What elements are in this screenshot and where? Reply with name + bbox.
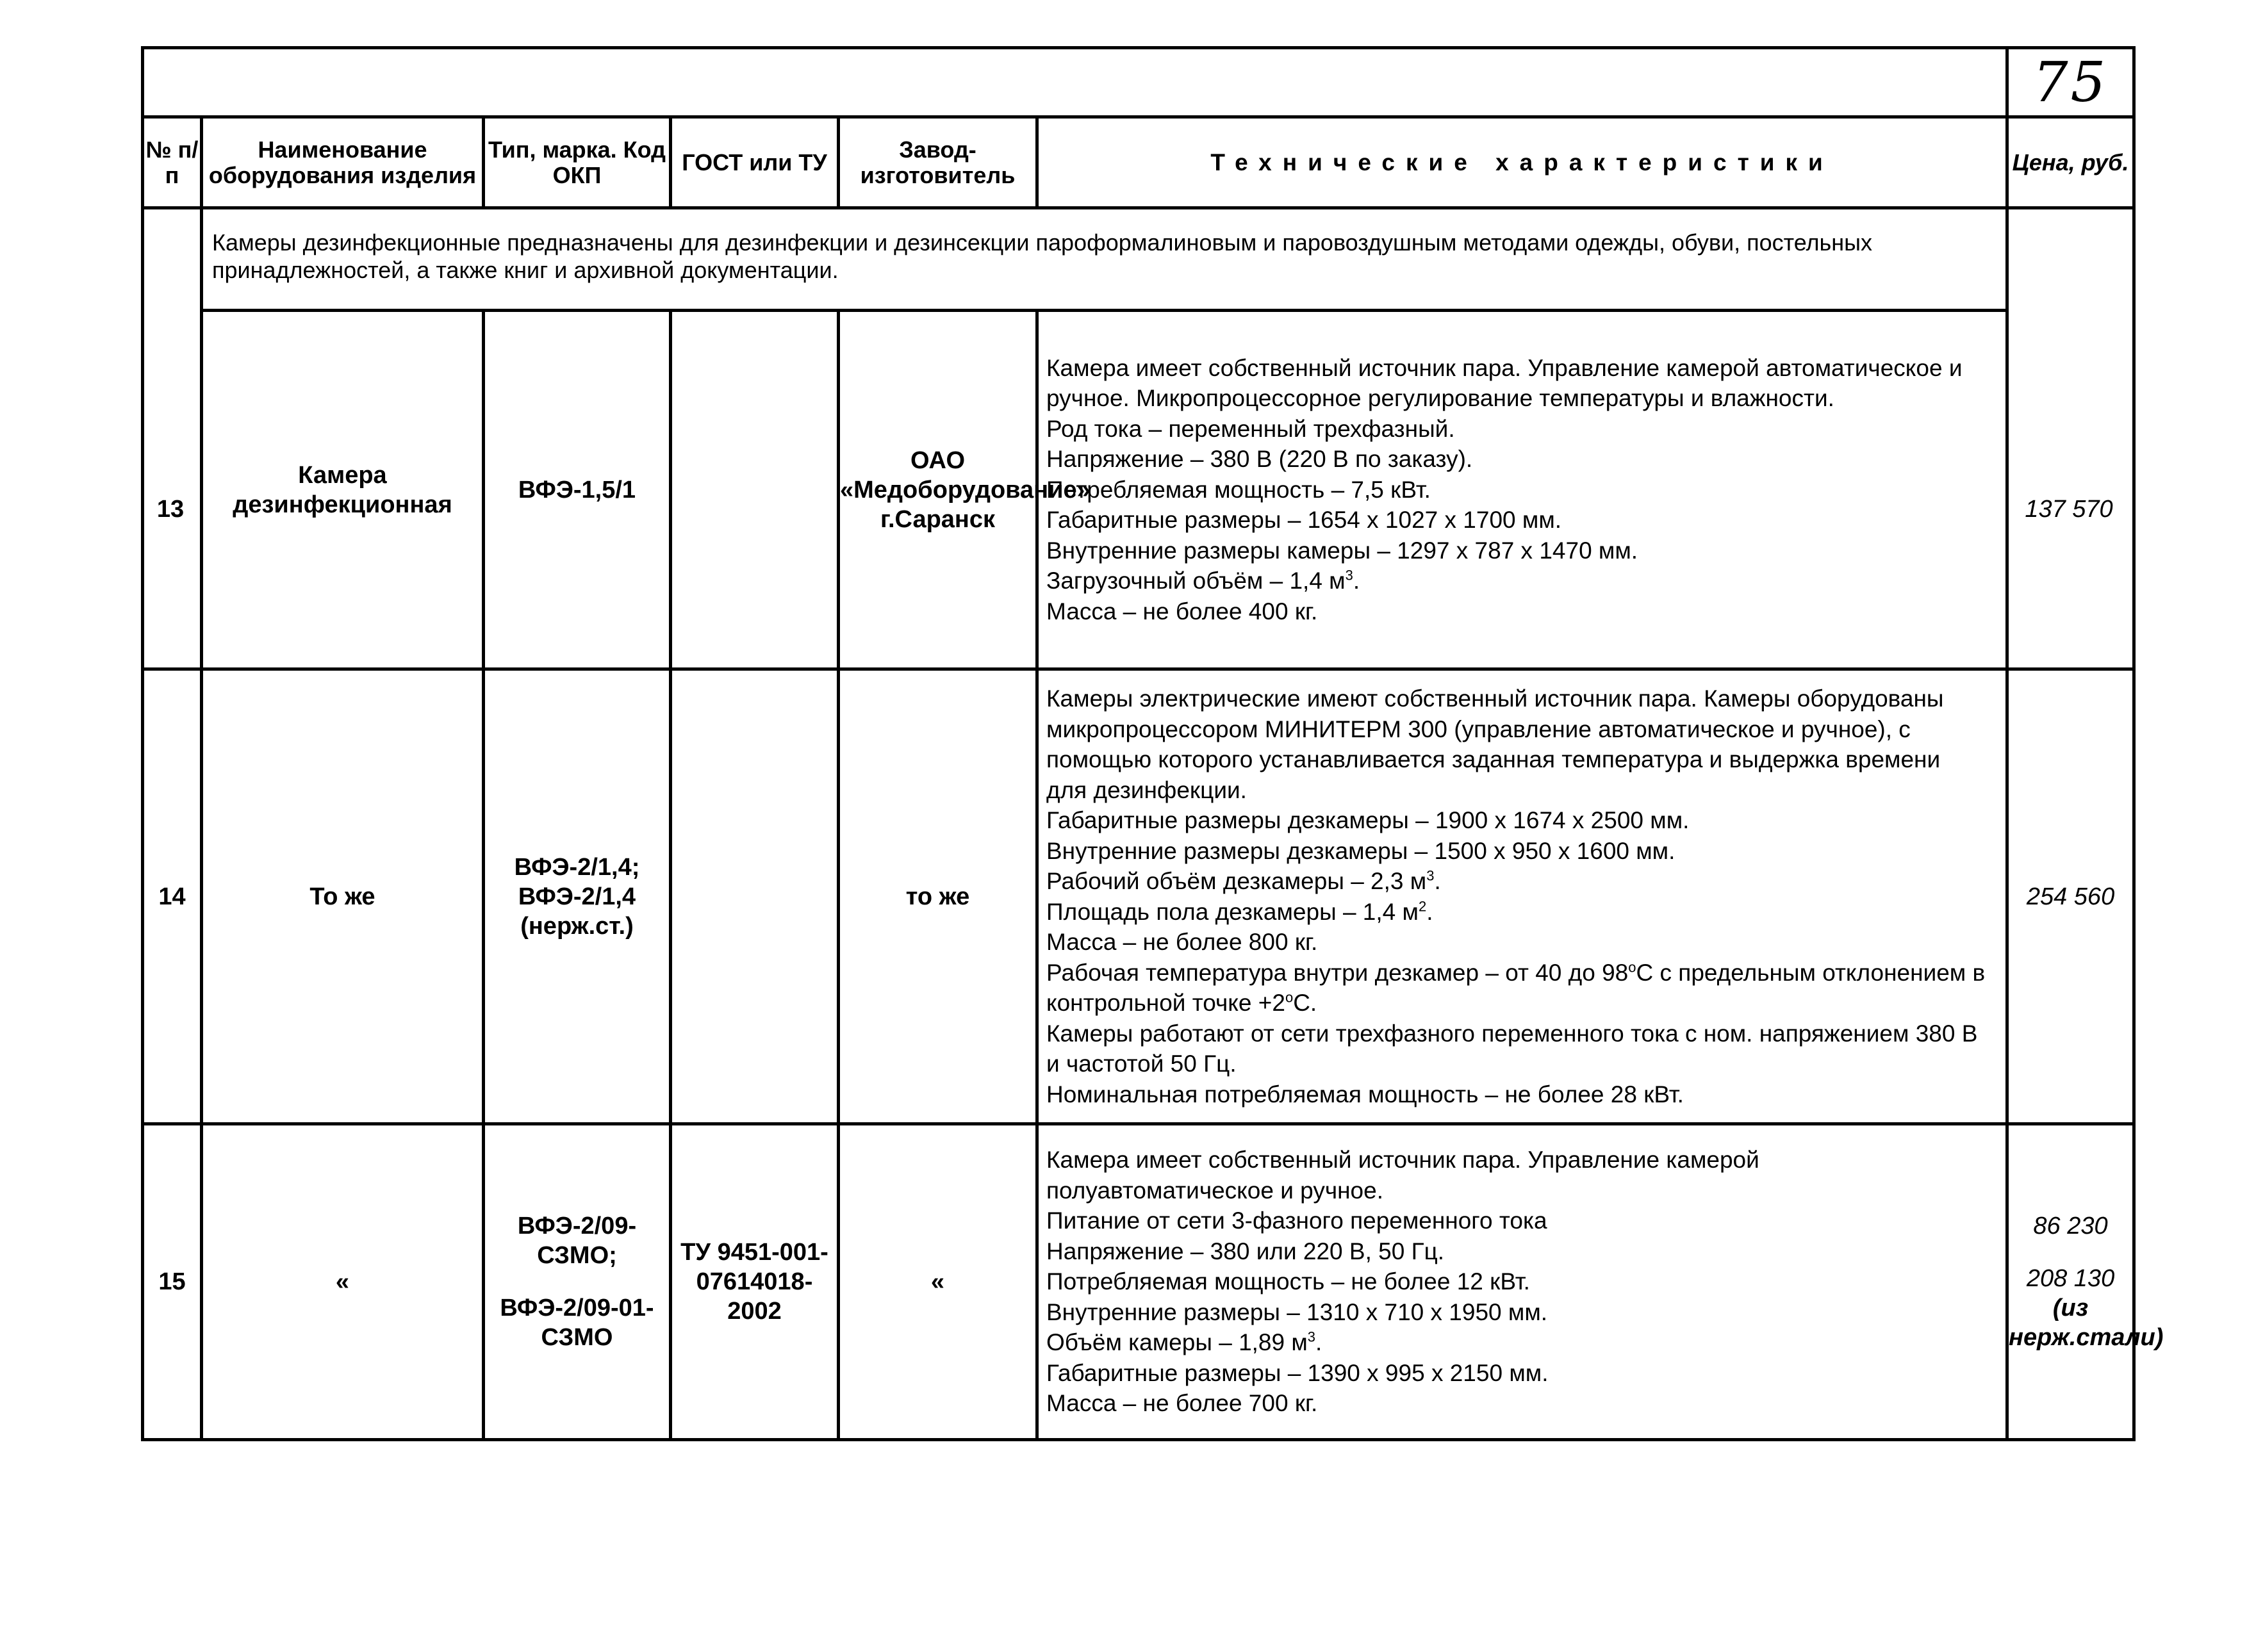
header-num: № п/п	[143, 117, 202, 208]
header-specs-label: Технические характеристики	[1210, 149, 1834, 176]
row14-spec-mass: Масса – не более 800 кг.	[1046, 929, 1318, 955]
row15-type-b: ВФЭ-2/09-01-СЗМО	[500, 1295, 654, 1351]
row13-volume-text: Загрузочный объём – 1,4 м	[1046, 568, 1346, 594]
row13-spec-line: Потребляемая мощность – 7,5 кВт.	[1046, 476, 1431, 503]
row14-maker: то же	[839, 669, 1037, 1124]
row14-spec-line: Габаритные размеры дезкамеры – 1900 х 1674 х 2500 мм.	[1046, 807, 1690, 833]
row15-gost: ТУ 9451-001-07614018-2002	[671, 1124, 839, 1440]
table-row-15	[143, 1124, 2134, 1440]
row15-spec-volume	[1046, 1327, 1986, 1358]
top-bar	[143, 48, 2007, 117]
intro-text: Камеры дезинфекционные предназначены для дезинфекции и дезинсекции пароформалиновым и паровоздушным методами одежды, обуви, постельных принадлежностей, а также книг и архивной документации.	[202, 208, 2007, 311]
row15-spec-line: Напряжение – 380 или 220 В, 50 Гц.	[1046, 1238, 1445, 1264]
row13-spec-line: Внутренние размеры камеры – 1297 х 787 х 1470 мм.	[1046, 537, 1638, 564]
row14-spec-line: Номинальная потребляемая мощность – не более 28 кВт.	[1046, 1081, 1684, 1108]
header-gost: ГОСТ или ТУ	[671, 117, 839, 208]
row14-volume-text: Рабочий объём дезкамеры – 2,3 м	[1046, 868, 1427, 894]
num-blank-cell	[143, 208, 202, 669]
row15-spec-line: Габаритные размеры – 1390 х 995 х 2150 мм.	[1046, 1359, 1549, 1386]
row13-volume-end: .	[1353, 568, 1360, 594]
row14-temp-b: С с предельным отклонением в контрольной точке +2	[1046, 959, 1986, 1016]
row14-spec-volume	[1046, 866, 1986, 897]
row13-type: ВФЭ-1,5/1	[484, 311, 671, 669]
row14-volume-sup: 3	[1426, 867, 1435, 884]
row15-price-b: 208 130	[2026, 1265, 2115, 1292]
row14-temp-sup2: o	[1285, 989, 1294, 1006]
row15-num: 15	[143, 1124, 202, 1440]
row13-spec-line: Габаритные размеры – 1654 х 1027 х 1700 мм.	[1046, 507, 1562, 534]
row13-spec-volume	[1046, 566, 1986, 596]
header-specs	[1037, 117, 2007, 208]
row15-volume-sup: 3	[1307, 1329, 1316, 1345]
row14-spec-area	[1046, 897, 1986, 928]
table-row-14	[143, 669, 2134, 1124]
row14-temp-sup: o	[1628, 959, 1636, 976]
row15-type-gap	[485, 1270, 669, 1293]
row13-gost	[671, 311, 839, 669]
row14-spec-line: Камеры электрические имеют собственный источник пара. Камеры оборудованы микропроцессором МИНИТЕРМ 300 (управление автоматическое и ручное), с помощью которого устанавливается заданная температура и выдержка времени для дезинфекции.	[1046, 685, 1944, 803]
row14-area-end: .	[1426, 898, 1433, 925]
row14-area-text: Площадь пола дезкамеры – 1,4 м	[1046, 898, 1419, 925]
row13-spec-line: Род тока – переменный трехфазный.	[1046, 415, 1455, 442]
row13-spec-line: Камера имеет собственный источник пара. Управление камерой автоматическое и ручное. Микропроцессорное регулирование температуры и влажности.	[1046, 354, 1963, 412]
row13-volume-sup: 3	[1345, 567, 1353, 584]
row14-name: То же	[202, 669, 484, 1124]
row15-price-note: (из нерж.стали)	[2009, 1295, 2164, 1351]
page-number: 75	[2032, 50, 2109, 115]
row15-specs	[1037, 1124, 2007, 1440]
row14-area-sup: 2	[1418, 898, 1427, 915]
table-row-13	[143, 311, 2134, 669]
header-price: Цена, руб.	[2007, 117, 2134, 208]
row14-spec-line: Камеры работают от сети трехфазного переменного тока с ном. напряжением 380 В и частотой 50 Гц.	[1046, 1020, 1978, 1077]
row15-spec-line: Питание от сети 3-фазного переменного тока	[1046, 1207, 1547, 1234]
row14-volume-end: .	[1434, 868, 1441, 894]
row14-specs	[1037, 669, 2007, 1124]
row14-type	[484, 669, 671, 1124]
row14-gost	[671, 669, 839, 1124]
header-row	[143, 117, 2134, 208]
row14-num: 14	[143, 669, 202, 1124]
row15-name: «	[202, 1124, 484, 1440]
row15-maker: «	[839, 1124, 1037, 1440]
row15-spec-line: Камера имеет собственный источник пара. Управление камерой полуавтоматическое и ручное.	[1046, 1147, 1759, 1204]
row14-price: 254 560	[2007, 669, 2134, 1124]
row15-price-gap	[2009, 1241, 2132, 1264]
row13-name: Камера дезинфекционная	[202, 311, 484, 669]
price-blank-cell	[2007, 208, 2134, 669]
row15-price-a: 86 230	[2033, 1213, 2108, 1239]
row14-spec-line: Внутренние размеры дезкамеры – 1500 х 950 х 1600 мм.	[1046, 837, 1676, 864]
row15-spec-line: Потребляемая мощность – не более 12 кВт.	[1046, 1268, 1530, 1295]
row14-type-line: ВФЭ-2/1,4;	[514, 853, 640, 881]
row14-temp-a: Рабочая температура внутри дезкамер – от 40 до 98	[1046, 959, 1629, 986]
header-name: Наименование оборудования изделия	[202, 117, 484, 208]
row15-volume-text: Объём камеры – 1,89 м	[1046, 1329, 1308, 1356]
top-bar-row	[143, 48, 2134, 117]
row13-specs	[1037, 311, 2007, 669]
row15-spec-line: Внутренние размеры – 1310 х 710 х 1950 мм.	[1046, 1298, 1548, 1325]
row15-type	[484, 1124, 671, 1440]
row14-type-line: (нерж.ст.)	[520, 912, 634, 940]
intro-row	[143, 208, 2134, 311]
row15-volume-end: .	[1315, 1329, 1322, 1356]
row13-spec-mass: Масса – не более 400 кг.	[1046, 598, 1318, 625]
row13-num: 13	[156, 496, 185, 523]
page-number-cell	[2007, 48, 2134, 117]
row15-spec-line: Масса – не более 700 кг.	[1046, 1390, 1318, 1417]
row13-maker: ОАО «Медоборудование» г.Саранск	[839, 311, 1037, 669]
document-sheet	[141, 46, 2164, 1450]
row14-type-line: ВФЭ-2/1,4	[518, 883, 636, 910]
equipment-table	[141, 46, 2164, 1441]
row15-type-a: ВФЭ-2/09-СЗМО;	[517, 1213, 637, 1269]
header-type: Тип, марка. Код ОКП	[484, 117, 671, 208]
row14-temp-c: С.	[1293, 990, 1317, 1016]
header-maker: Завод-изготовитель	[839, 117, 1037, 208]
row13-price: 137 570	[2025, 496, 2113, 523]
row14-spec-temp	[1046, 958, 1986, 1018]
row15-price	[2007, 1124, 2164, 1440]
row13-spec-line: Напряжение – 380 В (220 В по заказу).	[1046, 446, 1473, 473]
